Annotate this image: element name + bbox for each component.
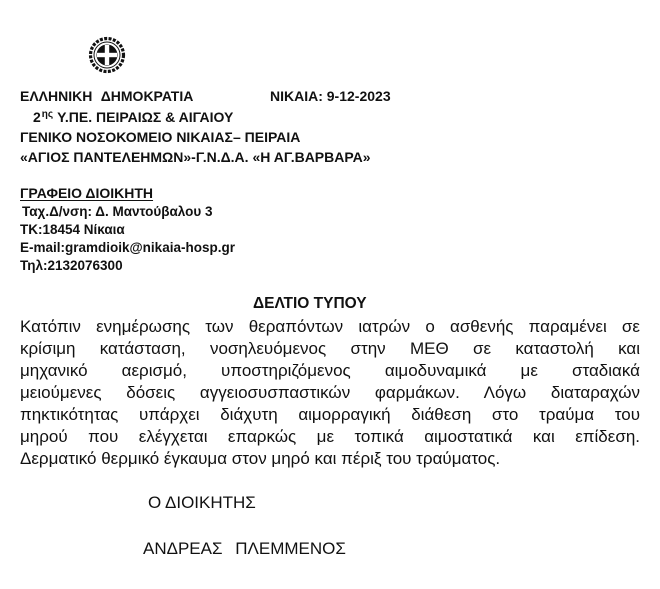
- signature-role: Ο ΔΙΟΙΚΗΤΗΣ: [148, 493, 256, 512]
- place-date: ΝΙΚΑΙΑ: 9-12-2023: [270, 88, 391, 104]
- hospital-name: ΓΕΝΙΚΟ ΝΟΣΟΚΟΜΕΙΟ ΝΙΚΑΙΑΣ– ΠΕΙΡΑΙΑ: [20, 129, 301, 145]
- office-title: ΓΡΑΦΕΙΟ ΔΙΟΙΚΗΤΗ: [20, 185, 154, 201]
- authority-number-suffix: ης: [41, 109, 54, 120]
- authority-name: Υ.ΠΕ. ΠΕΙΡΑΙΩΣ & ΑΙΓΑΙΟΥ: [57, 109, 234, 125]
- body-line: μειούμενες δόσεις αγγειοσυσπαστικών φαρμάκων. Λόγω διαταραχών: [20, 383, 640, 402]
- body-line: Δερματικό θερμικό έγκαυμα στον μηρό και πέριξ του τραύματος.: [20, 449, 501, 468]
- body-line: μηρού που ελέγχεται επαρκώς με τοπικά αιμοστατικά και επίδεση.: [20, 427, 640, 446]
- hospital-full-name: «ΑΓΙΟΣ ΠΑΝΤΕΛΕΗΜΩΝ»-Γ.Ν.Δ.Α. «Η ΑΓ.ΒΑΡΒΑΡΑ»: [20, 149, 371, 165]
- press-release-body: [20, 316, 640, 470]
- body-line: κρίσιμη κατάσταση, νοσηλευόμενος στην ΜΕΘ σε καταστολή και: [20, 339, 640, 358]
- office-address: Ταχ.Δ/νση: Δ. Μαντούβαλου 3: [22, 204, 213, 219]
- authority-number: 2: [33, 109, 41, 125]
- signature-name: ΑΝΔΡΕΑΣ ΠΛΕΜΜΕΝΟΣ: [143, 539, 346, 558]
- greek-coat-of-arms-icon: [88, 36, 126, 74]
- office-phone: Τηλ:2132076300: [20, 258, 123, 273]
- office-postal-code: ΤΚ:18454 Νίκαια: [20, 222, 125, 237]
- country-name: ΕΛΛΗΝΙΚΗ ΔΗΜΟΚΡΑΤΙΑ: [20, 88, 194, 104]
- emblem-cross-horizontal: [97, 53, 117, 57]
- body-line: Κατόπιν ενημέρωσης των θεραπόντων ιατρών ο ασθενής παραμένει σε: [20, 317, 640, 336]
- body-line: μηχανικό αερισμό, υποστηριζόμενος αιμοδυναμικά με σταδιακά: [20, 361, 640, 380]
- body-line: πηκτικότητας υπάρχει διάχυτη αιμορραγική διάθεση στο τραύμα του: [20, 405, 640, 424]
- press-release-title: ΔΕΛΤΙΟ ΤΥΠΟΥ: [253, 295, 367, 312]
- office-email: E-mail:gramdioik@nikaia-hosp.gr: [20, 240, 235, 255]
- health-region-line: [33, 107, 233, 127]
